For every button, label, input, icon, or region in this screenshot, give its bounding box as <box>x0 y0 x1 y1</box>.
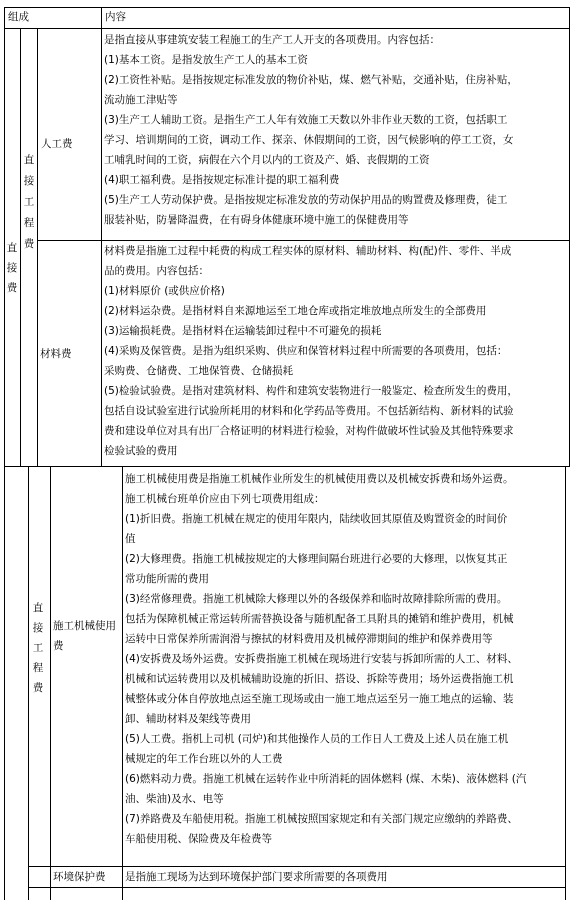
text-line: 施工机械台班单价应由下列七项费用组成： <box>125 493 325 505</box>
text-line: 车船使用税、保险费及年检费等 <box>125 833 272 845</box>
row-divider <box>28 887 566 888</box>
text-line: 卸、辅助材料及架线等费用 <box>125 713 251 725</box>
text-line: 服装补贴，防暑降温费，在有碍身体健康环境中施工的保健费用等 <box>104 214 409 226</box>
text-line: (5)人工费。指机上司机 (司炉)和其他操作人员的工作日人工费及上述人员在施工机 <box>125 733 509 745</box>
text-line: 采购费、仓储费、工地保管费、仓储损耗 <box>104 365 293 377</box>
group-label-direct-cost: 直接费 <box>6 242 18 294</box>
table-border <box>565 466 566 900</box>
text-line: (7)养路费及车船使用税。指施工机械按照国家规定和有关部门规定应缴纳的养路费、 <box>125 813 518 825</box>
text-line: (1)折旧费。指施工机械在规定的使用年限内，陆续收回其原值及购置资金的时间价 <box>125 513 508 525</box>
table-border <box>4 7 570 8</box>
text-line: (2)材料运杂费。是指材料自来源地运至工地仓库或指定堆放地点所发生的全部费用 <box>104 305 487 317</box>
text-line: 常功能所需的费用 <box>125 573 209 585</box>
text-line: 机械和试运转费用以及机械辅助设施的折旧、搭设、拆除等费用；场外运费指施工机 <box>125 673 514 685</box>
text-line: (3)运输损耗费。是指材料在运输装卸过程中不可避免的损耗 <box>104 325 382 337</box>
header-content: 内容 <box>105 11 126 23</box>
column-divider <box>20 28 21 467</box>
column-divider <box>28 466 29 900</box>
labor-content <box>104 30 568 230</box>
row-label-materials: 材料费 <box>40 348 72 360</box>
text-line: 械规定的年工作台班以外的人工费 <box>125 753 283 765</box>
text-line: 流动施工津贴等 <box>104 94 178 106</box>
text-line: 包括自设试验室进行试验所耗用的材料和化学药品等费用。不包括新结构、新材料的试验 <box>104 405 514 417</box>
text-line: 检验试验的费用 <box>104 445 178 457</box>
header-divider <box>4 28 570 29</box>
text-line: 工哺乳时间的工资，病假在六个月以内的工资及产、婚、丧假期的工资 <box>104 154 430 166</box>
column-divider <box>101 7 102 28</box>
category-label-direct-engineering: 直接工程费 <box>23 154 35 250</box>
table-border <box>569 7 570 467</box>
text-line: 运转中日常保养所需润滑与擦拭的材料费用及机械停滞期间的维护和保养费用等 <box>125 633 493 645</box>
table-border <box>4 7 5 900</box>
text-line: 学习、培训期间的工资，调动工作、探亲、休假期间的工资，因气候影响的停工工资，女 <box>104 134 514 146</box>
row-label-labor: 人工费 <box>41 138 73 150</box>
text-line: (4)安拆费及场外运费。安拆费指施工机械在现场进行安装与拆卸所需的人工、材料、 <box>125 653 518 665</box>
text-line: 值 <box>125 533 136 545</box>
materials-content <box>104 241 568 461</box>
text-line: (3)经常修理费。指施工机械除大修理以外的各级保养和临时故障排除所需的费用。 <box>125 593 508 605</box>
text-line: (1)基本工资。是指发放生产工人的基本工资 <box>104 54 308 66</box>
header-group: 组成 <box>8 11 29 23</box>
text-line: (3)生产工人辅助工资。是指生产工人年有效施工天数以外非作业天数的工资，包括职工 <box>104 114 508 126</box>
column-divider <box>101 28 102 467</box>
text-line: (5)检验试验费。是指对建筑材料、构件和建筑安装物进行一般鉴定、检查所发生的费用， <box>104 385 518 397</box>
text-line: (2)大修理费。指施工机械按规定的大修理间隔台班进行必要的大修理，以恢复其正 <box>125 553 508 565</box>
row-divider <box>4 466 570 467</box>
row-label-machinery: 施工机械使用费 <box>53 620 116 652</box>
text-line: (6)燃料动力费。指施工机械在运转作业中所消耗的固体燃料 (煤、木柴)、液体燃料 (汽 <box>125 773 527 785</box>
text-line: (2)工资性补贴。是指按规定标准发放的物价补贴，煤、燃气补贴，交通补贴，住房补贴， <box>104 74 518 86</box>
text-line: 品的费用。内容包括： <box>104 265 209 277</box>
text-line: 包括为保障机械正常运转所需替换设备与随机配备工具附具的摊销和维护费用，机械 <box>125 613 514 625</box>
category-label-direct-engineering: 直接工程费 <box>32 602 44 694</box>
machinery-content <box>125 469 565 849</box>
text-line: 费和建设单位对具有出厂合格证明的材料进行检验，对构件做破坏性试验及其他特殊要求 <box>104 425 514 437</box>
text-line: (4)职工福利费。是指按规定标准计提的职工福利费 <box>104 174 340 186</box>
text-line: 施工机械使用费是指施工机械作业所发生的机械使用费以及机械安拆费和场外运费。 <box>125 473 514 485</box>
text-line: 是指直接从事建筑安装工程施工的生产工人开支的各项费用。内容包括： <box>104 34 440 46</box>
text-line: 油、柴油)及水、电等 <box>125 793 224 805</box>
text-line: 材料费是指施工过程中耗费的构成工程实体的原材料、辅助材料、构(配)件、零件、半成 <box>104 245 512 257</box>
row-label-env: 环境保护费 <box>53 871 106 883</box>
text-line: 械整体或分体自停放地点运至施工现场或由一施工地点运至另一施工地点的运输、装 <box>125 693 514 705</box>
text-line: (1)材料原价 (或供应价格) <box>104 285 225 297</box>
column-divider <box>50 466 51 900</box>
text-line: (4)采购及保管费。是指为组织采购、供应和保管材料过程中所需要的各项费用，包括： <box>104 345 508 357</box>
column-divider <box>37 28 38 467</box>
text-line: (5)生产工人劳动保护费。是指按规定标准发放的劳动保护用品的购置费及修理费，徒工 <box>104 194 508 206</box>
column-divider <box>122 466 123 900</box>
env-content: 是指施工现场为达到环境保护部门要求所需要的各项费用 <box>125 871 388 883</box>
